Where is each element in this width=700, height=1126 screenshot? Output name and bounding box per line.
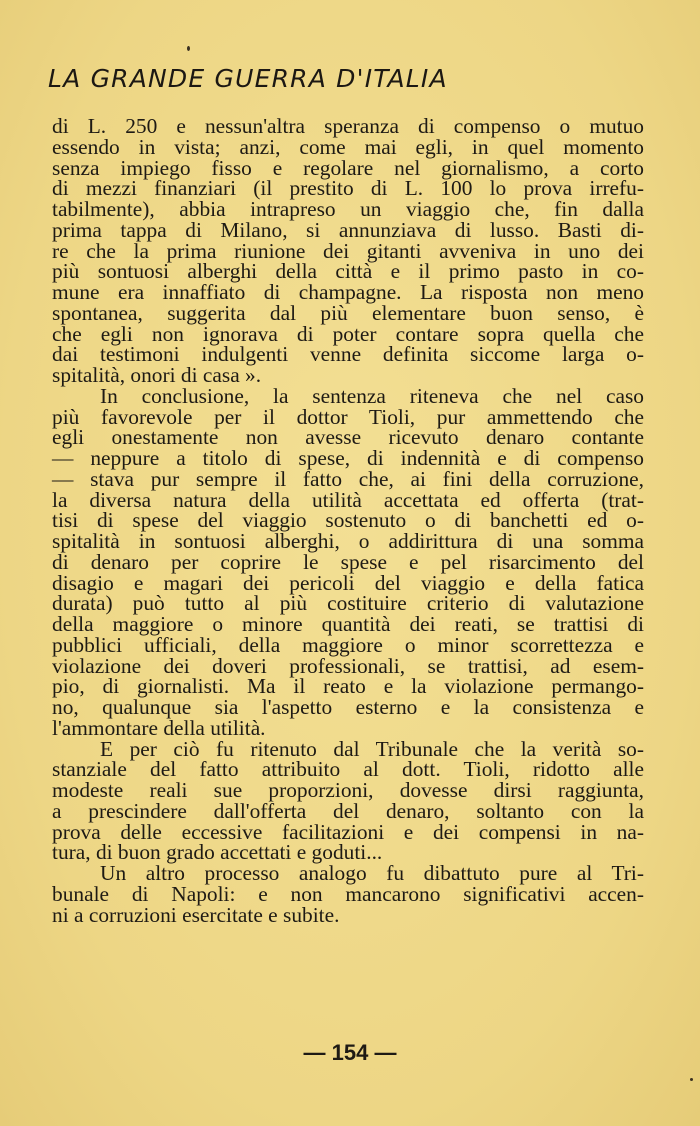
text-line: più favorevole per il dottor Tioli, pur ammettendo che [52,404,644,429]
text-line: di denaro per coprire le spese e pel risarcimento del [52,549,644,574]
text-line: no, qualunque sia l'aspetto esterno e la consistenza e [52,695,644,719]
text-line: senza impiego fisso e regolare nel giornalismo, a corto [52,155,644,180]
text-line: re che la prima riunione dei gitanti avveniva in uno dei [52,238,644,263]
text-line: prima tappa di Milano, si annunziava di lusso. Basti di- [52,217,644,242]
text-line: più sontuosi alberghi della città e il primo pasto in co- [52,259,644,284]
text-line: disagio e magari dei pericoli del viaggio e della fatica [52,570,644,595]
text-line: spitalità, onori di casa ». [52,363,262,387]
text-line: a prescindere dall'offerta del denaro, soltanto con la [52,798,644,823]
text-line: l'ammontare della utilità. [52,715,266,740]
text-line: durata) può tutto al più costituire criterio di valutazione [52,591,644,616]
text-line: mune era innaffiato di champagne. La risposta non meno [52,280,644,304]
text-line: tisi di spese del viaggio sostenuto o di banchetti ed o- [52,508,644,533]
text-line: di mezzi finanziari (il prestito di L. 100 lo prova irrefu- [52,176,644,201]
text-line: spontanea, suggerita dal più elementare buon senso, è [52,300,644,325]
text-line: essendo in vista; anzi, come mai egli, in quel momento [52,134,644,159]
text-line: spitalità in sontuosi alberghi, o addirittura di una somma [52,529,644,553]
text-line: tabilmente), abbia intrapreso un viaggio che, fin dalla [52,197,644,221]
text-line: pio, di giornalisti. Ma il reato e la violazione permango- [52,674,644,699]
text-line: prova delle eccessive facilitazioni e dei compensi in na- [52,819,644,844]
text-line: — stava pur sempre il fatto che, ai fini della corruzione, [52,466,644,491]
text-line: E per ciò fu ritenuto dal Tribunale che la verità so- [100,736,644,761]
body-text [52,116,644,925]
ink-speck [690,1078,693,1081]
text-line: dai testimoni indulgenti venne definita siccome larga o- [52,342,644,367]
text-line: che egli non ignorava di poter contare sopra quella che [52,321,644,346]
text-line: della maggiore o minore quantità dei reati, se trattisi di [52,612,644,636]
running-header: LA GRANDE GUERRA D'ITALIA [48,64,448,93]
text-line: bunale di Napoli: e non mancarono significativi accen- [52,881,644,906]
text-line: la diversa natura della utilità accettata ed offerta (trat- [52,487,644,512]
text-line: ni a corruzioni esercitate e subite. [52,902,340,927]
text-line: In conclusione, la sentenza riteneva che nel caso [100,383,644,408]
text-line: Un altro processo analogo fu dibattuto pure al Tri- [100,861,644,885]
text-line: pubblici ufficiali, della maggiore o minor scorrettezza e [52,632,644,657]
text-line: — neppure a titolo di spese, di indennità e di compenso [52,446,644,470]
ink-speck [187,46,190,51]
text-line: violazione dei doveri professionali, se trattisi, ad esem- [52,653,644,678]
text-line: modeste reali sue proporzioni, dovesse dirsi raggiunta, [52,778,644,802]
text-line: stanziale del fatto attribuito al dott. Tioli, ridotto alle [52,757,644,782]
text-line: di L. 250 e nessun'altra speranza di compenso o mutuo [52,114,644,138]
page-number: — 154 — [303,1040,397,1065]
text-line: egli onestamente non avesse ricevuto denaro contante [52,425,644,450]
text-line: tura, di buon grado accettati e goduti... [52,840,383,865]
